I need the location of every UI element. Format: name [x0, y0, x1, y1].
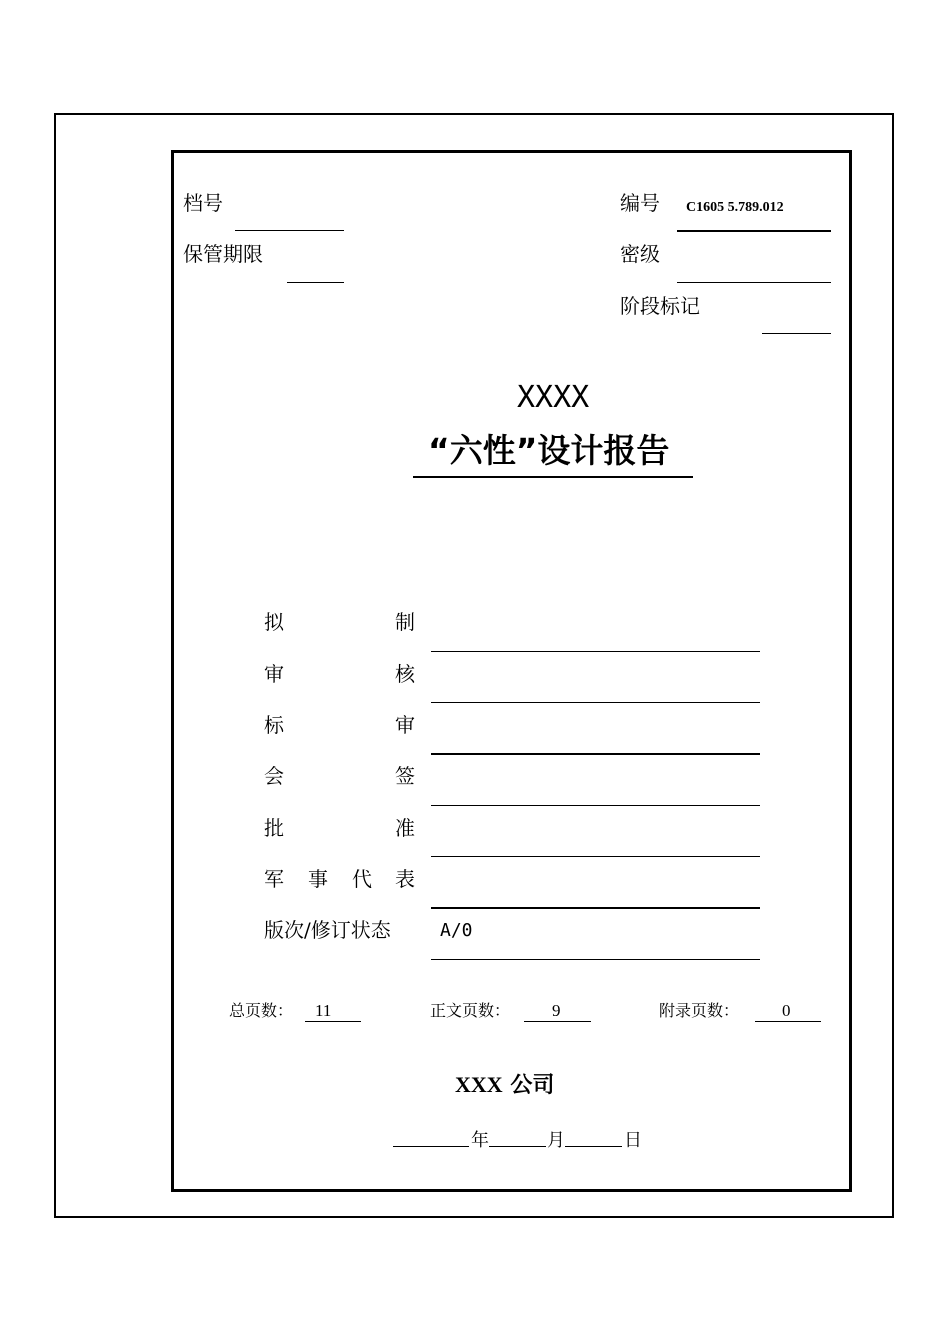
serial-no-value: C1605 5.789.012 — [686, 200, 784, 215]
standard-label-char2: 审 — [395, 713, 415, 737]
approve-line — [431, 856, 760, 857]
file-no-label: 档号 — [183, 191, 223, 215]
body-pages-value: 9 — [552, 1001, 561, 1020]
secrecy-line — [677, 282, 831, 283]
year-line — [393, 1146, 469, 1147]
doc-title-line2: “六性”设计报告 — [428, 431, 670, 470]
body-pages-line — [524, 1021, 591, 1022]
version-value: A/0 — [440, 920, 473, 941]
company-name — [455, 1068, 554, 1099]
countersign-line — [431, 805, 760, 806]
military-label-char3: 代 — [352, 867, 372, 891]
military-label-char4: 表 — [395, 867, 415, 891]
appendix-pages-label: 附录页数： — [659, 1001, 740, 1020]
doc-title-line1: XXXX — [517, 380, 590, 415]
review-label-char1: 审 — [264, 662, 284, 686]
draft-label-char2: 制 — [395, 610, 415, 634]
approve-label-char2: 准 — [395, 816, 415, 840]
body-pages-label: 正文页数： — [430, 1001, 511, 1020]
title-underline — [413, 476, 693, 478]
serial-no-label: 编号 — [620, 191, 660, 215]
day-label: 日 — [624, 1130, 642, 1151]
appendix-pages-value: 0 — [782, 1001, 791, 1020]
total-pages-line — [305, 1021, 361, 1022]
company-name-latin: XXX — [455, 1072, 503, 1097]
draft-label-char1: 拟 — [264, 610, 284, 634]
military-label-char1: 军 — [264, 867, 284, 891]
military-line — [431, 907, 760, 909]
draft-line — [431, 651, 760, 652]
month-label: 月 — [547, 1130, 565, 1151]
retention-line — [287, 282, 344, 283]
stage-line — [762, 333, 831, 334]
countersign-label-char1: 会 — [264, 764, 284, 788]
month-line — [489, 1146, 546, 1147]
total-pages-label: 总页数： — [229, 1001, 294, 1020]
standard-label-char1: 标 — [264, 713, 284, 737]
file-no-line — [235, 230, 344, 231]
version-line — [431, 959, 760, 960]
retention-label: 保管期限 — [183, 242, 263, 266]
standard-line — [431, 753, 760, 755]
stage-label: 阶段标记 — [620, 294, 700, 318]
review-line — [431, 702, 760, 703]
approve-label-char1: 批 — [264, 816, 284, 840]
serial-no-line — [677, 230, 831, 232]
appendix-pages-line — [755, 1021, 821, 1022]
version-label: 版次/修订状态 — [264, 918, 391, 942]
company-name-cjk: 公司 — [510, 1072, 555, 1098]
total-pages-value: 11 — [315, 1001, 332, 1020]
review-label-char2: 核 — [395, 662, 415, 686]
year-label: 年 — [471, 1130, 489, 1151]
military-label-char2: 事 — [308, 867, 328, 891]
day-line — [565, 1146, 622, 1147]
countersign-label-char2: 签 — [395, 764, 415, 788]
secrecy-label: 密级 — [620, 242, 660, 266]
